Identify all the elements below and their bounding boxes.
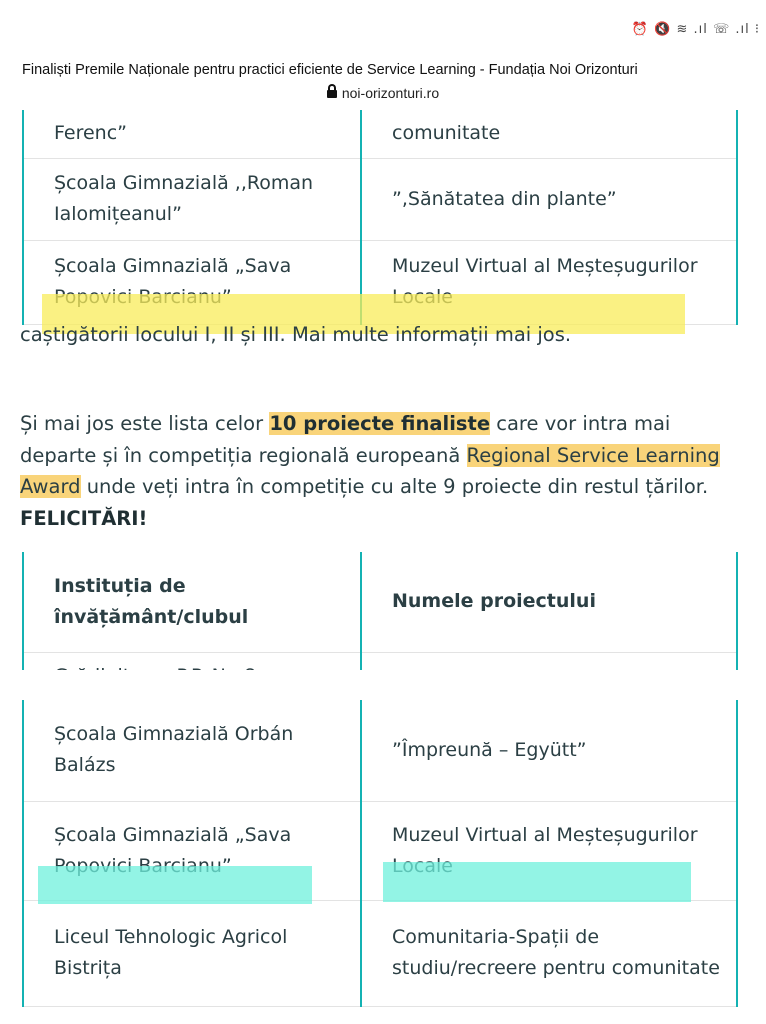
- intro-paragraph: [20, 408, 750, 534]
- table-header-row: [23, 552, 737, 652]
- host-label: noi-orizonturi.ro: [341, 85, 440, 101]
- table-cell: ”,Sănătatea din plante”: [361, 158, 737, 240]
- award-highlight: Regional Service Learning Award: [20, 443, 720, 498]
- table-cell: Școala Gimnazială „Sava: [23, 801, 361, 900]
- paragraph-text: Și mai jos este lista celor: [20, 412, 270, 435]
- congrats-text: FELICITĂRI!: [20, 506, 148, 530]
- table-row: [23, 158, 737, 240]
- lock-icon: [327, 90, 337, 98]
- cyan-marker-highlight: [38, 866, 312, 904]
- finalists-highlight: 10 proiecte finaliste: [269, 412, 491, 435]
- status-bar: [0, 0, 766, 58]
- status-icons: ⏰ 🔇 ≋ .ıl ☏ .ıl ⁝: [631, 22, 760, 37]
- url-host[interactable]: [0, 85, 766, 101]
- table-row: [23, 110, 737, 158]
- table-row: [23, 700, 737, 801]
- address-bar[interactable]: [0, 58, 766, 108]
- cut-text-strip: [0, 323, 766, 356]
- paragraph-text: care vor intra mai departe și în competiția regională europeană: [20, 412, 671, 467]
- table-cell: Liceul Tehnologic Agricol Bistrița: [23, 900, 361, 1006]
- finalists-table-header-fragment: [0, 552, 766, 670]
- table-cell: Muzeul Virtual al Meșteșugurilor: [361, 240, 737, 324]
- cyan-marker-highlight: [383, 862, 691, 902]
- page-title: Finaliști Premile Naționale pentru practici eficiente de Service Learning - Fundația Noi Orizonturi: [22, 62, 638, 78]
- table-cell: Ferenc”: [23, 110, 361, 158]
- table-cell: Muzeul Virtual al Meșteșugurilor: [361, 801, 737, 900]
- table-cell: comunitate: [361, 110, 737, 158]
- table-bottom: [22, 700, 738, 1007]
- table-cell: Școala Gimnazială „Sava: [23, 240, 361, 324]
- table-cell: ”Împreună – Együtt”: [361, 700, 737, 801]
- paragraph-text: unde veți intra în competiție cu alte 9 proiecte din restul țărilor.: [80, 475, 709, 498]
- table-top: [22, 110, 738, 325]
- table-row: [23, 900, 737, 1006]
- header-project: Numele proiectului: [361, 552, 737, 652]
- screenshot-gap: [0, 670, 766, 700]
- header-institution: Instituția de învățământ/clubul: [23, 552, 361, 652]
- cut-text: caștigătorii locului I, II și III. Mai multe informații mai jos.: [20, 323, 572, 346]
- table-cell: Comunitaria-Spații de studiu/recreere pentru comunitate: [361, 900, 737, 1006]
- table-cell: Școala Gimnazială Orbán Balázs: [23, 700, 361, 801]
- table-cell: Școala Gimnazială ,,Roman Ialomițeanul”: [23, 158, 361, 240]
